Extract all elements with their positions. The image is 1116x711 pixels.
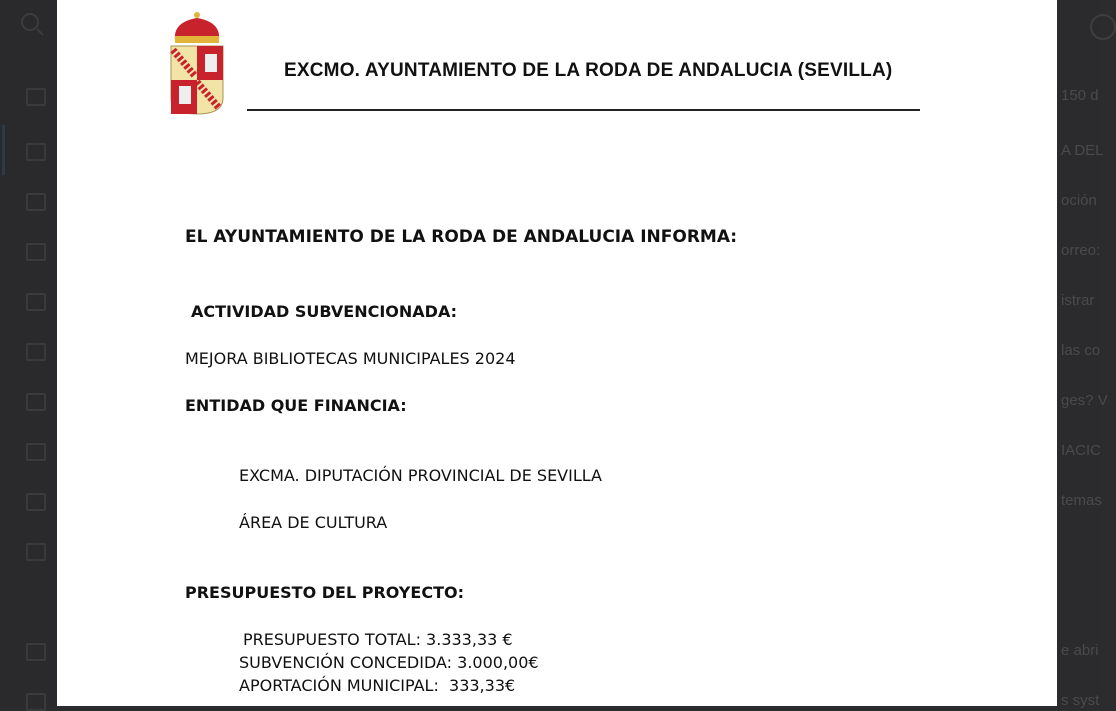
activity-value: MEJORA BIBLIOTECAS MUNICIPALES 2024	[185, 349, 516, 368]
checkbox[interactable]	[26, 693, 46, 711]
document-preview	[57, 0, 1057, 706]
background-text: las co	[1061, 342, 1101, 359]
background-text: istrar	[1061, 292, 1095, 309]
funder-value: EXCMA. DIPUTACIÓN PROVINCIAL DE SEVILLA	[239, 466, 602, 485]
background-text: s syst	[1061, 692, 1100, 709]
background-text: IACIC	[1061, 442, 1102, 459]
background-mail-preview	[1057, 0, 1108, 709]
checkbox[interactable]	[26, 193, 46, 211]
search-icon[interactable]	[21, 13, 39, 31]
activity-label: ACTIVIDAD SUBVENCIONADA:	[191, 302, 458, 321]
background-text: e abri	[1061, 642, 1099, 659]
budget-label: PRESUPUESTO DEL PROYECTO:	[185, 583, 464, 602]
funder-label: ENTIDAD QUE FINANCIA:	[185, 396, 407, 415]
checkbox[interactable]	[26, 443, 46, 461]
checkbox[interactable]	[26, 243, 46, 261]
header-title: EXCMO. AYUNTAMIENTO DE LA RODA DE ANDALUCIA (SEVILLA)	[284, 60, 893, 81]
budget-municipal: APORTACIÓN MUNICIPAL: 333,33€	[239, 676, 516, 695]
checkbox[interactable]	[26, 393, 46, 411]
budget-total: PRESUPUESTO TOTAL: 3.333,33 €	[243, 630, 513, 649]
background-mail-list	[0, 0, 57, 706]
budget-grant: SUBVENCIÓN CONCEDIDA: 3.000,00€	[239, 653, 539, 672]
header-divider	[247, 109, 920, 111]
background-text: temas	[1061, 492, 1102, 509]
background-text: A DEL	[1061, 142, 1104, 159]
checkbox[interactable]	[26, 343, 46, 361]
background-text: 150 d	[1061, 87, 1099, 104]
checkbox[interactable]	[26, 88, 46, 106]
checkbox[interactable]	[26, 493, 46, 511]
funder-area: ÁREA DE CULTURA	[239, 513, 388, 532]
coat-of-arms-logo	[167, 10, 227, 116]
intro-heading: EL AYUNTAMIENTO DE LA RODA DE ANDALUCIA INFORMA:	[185, 227, 738, 247]
background-text: orreo:	[1061, 242, 1101, 259]
background-text: ges? V	[1061, 392, 1108, 409]
account-icon[interactable]	[1090, 14, 1116, 40]
selected-indicator	[2, 125, 5, 175]
checkbox[interactable]	[26, 143, 46, 161]
checkbox[interactable]	[26, 643, 46, 661]
checkbox[interactable]	[26, 293, 46, 311]
background-text: oción	[1061, 192, 1097, 209]
checkbox[interactable]	[26, 543, 46, 561]
